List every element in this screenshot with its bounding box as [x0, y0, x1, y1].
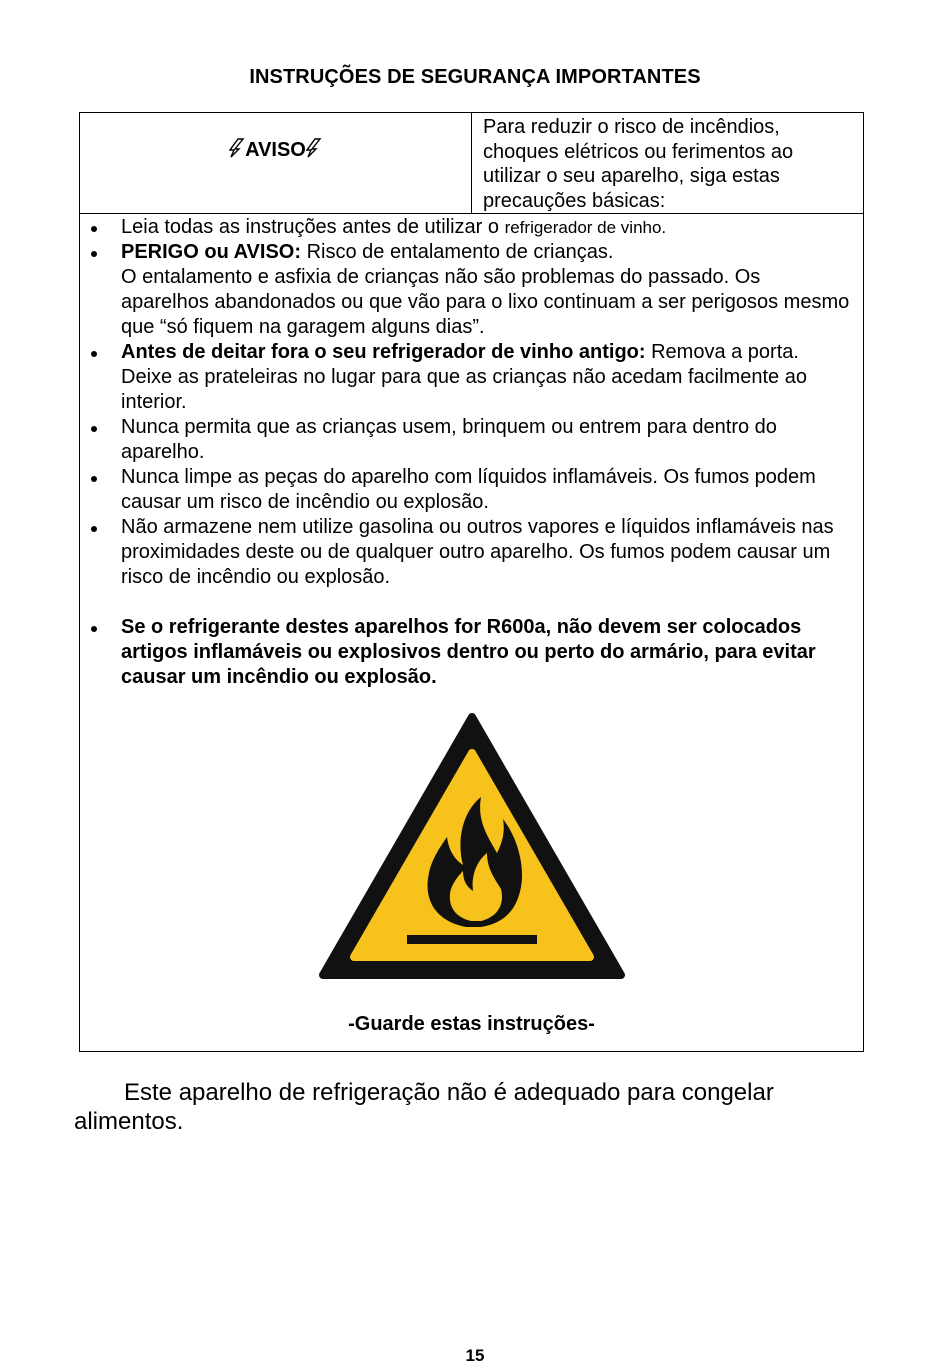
bullet-icon [91, 226, 97, 232]
flammable-warning-icon [319, 713, 625, 981]
lightning-bolt-icon [229, 138, 245, 158]
list-item: Se o refrigerante destes aparelhos for R600a, não devem ser colocados artigos inflamáveis ou explosivos dentro ou perto do armário, para evitar causar um incêndio ou explosão. [80, 615, 863, 690]
bullet-icon [91, 476, 97, 482]
list-item: Nunca limpe as peças do aparelho com líquidos inflamáveis. Os fumos podem causar um risco de incêndio ou explosão. [80, 465, 863, 515]
lightning-bolt-icon [306, 138, 322, 158]
spacer [80, 590, 863, 615]
bullet-icon [91, 626, 97, 632]
warning-label-text: AVISO [245, 139, 306, 161]
bullet-icon [91, 251, 97, 257]
warning-box [79, 112, 864, 1052]
warning-header [80, 113, 863, 214]
list-item: Leia todas as instruções antes de utilizar o refrigerador de vinho. [80, 215, 863, 240]
warning-label-cell [80, 113, 472, 213]
warning-label [80, 138, 471, 162]
list-item: Não armazene nem utilize gasolina ou outros vapores e líquidos inflamáveis nas proximidades deste ou de qualquer outro aparelho. Os fumos podem causar um risco de incêndio ou explosão. [80, 515, 863, 590]
safety-list [80, 215, 863, 690]
page-title: INSTRUÇÕES DE SEGURANÇA IMPORTANTES [249, 66, 701, 88]
save-instructions: -Guarde estas instruções- [348, 1013, 595, 1035]
warning-intro: Para reduzir o risco de incêndios, choques elétricos ou ferimentos ao utilizar o seu aparelho, siga estas precauções básicas: [483, 116, 794, 212]
bullet-icon [91, 526, 97, 532]
freezing-note: Este aparelho de refrigeração não é adequado para congelar alimentos. [74, 1079, 774, 1135]
list-item: Nunca permita que as crianças usem, brinquem ou entrem para dentro do aparelho. [80, 415, 863, 465]
list-item: Antes de deitar fora o seu refrigerador de vinho antigo: Remova a porta. Deixe as prateleiras no lugar para que as crianças não acedam facilmente ao interior. [80, 340, 863, 415]
bullet-icon [91, 426, 97, 432]
page-number: 15 [465, 1346, 485, 1365]
list-item: PERIGO ou AVISO: Risco de entalamento de crianças. O entalamento e asfixia de crianças não são problemas do passado. Os aparelhos abandonados ou que vão para o lixo continuam a ser perigosos mesmo que “só fiquem na garagem alguns dias”. [80, 240, 863, 340]
bullet-icon [91, 351, 97, 357]
